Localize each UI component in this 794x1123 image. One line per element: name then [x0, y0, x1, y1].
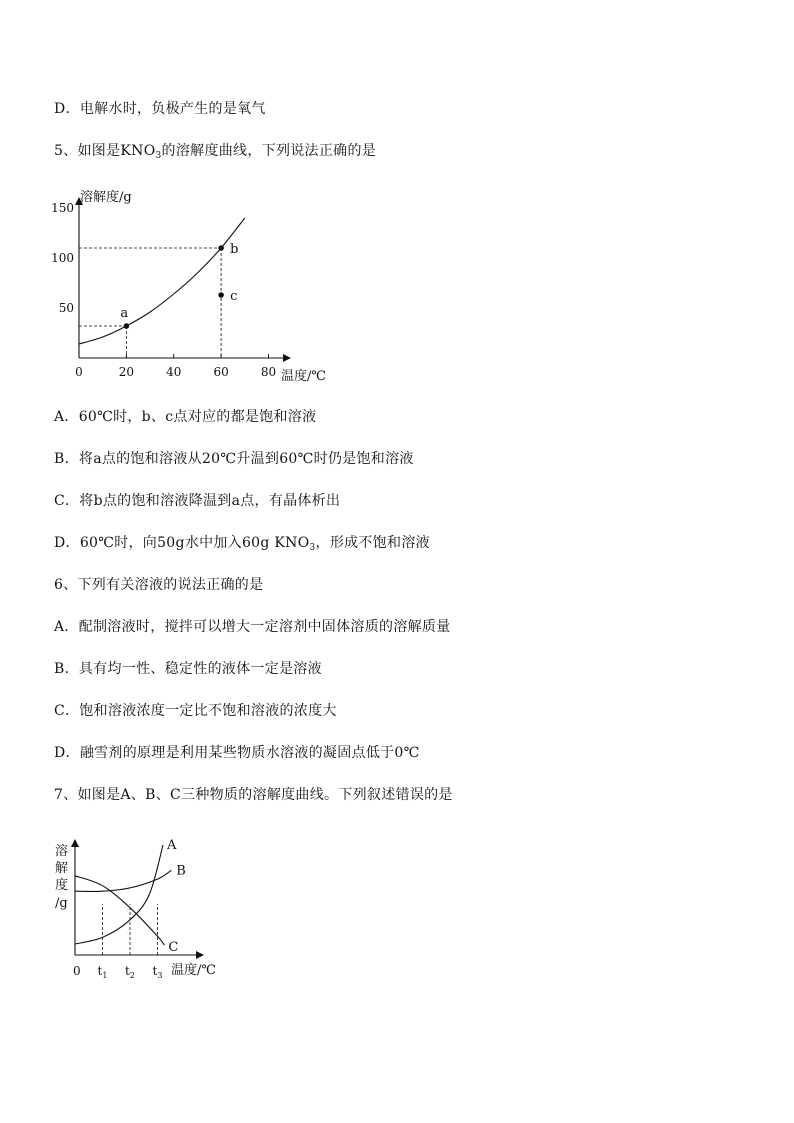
curve-label-C: C — [168, 940, 179, 956]
y-axis-label: 溶解度/g — [80, 190, 132, 205]
curve-label-B: B — [176, 863, 186, 879]
kno3-curve — [79, 218, 245, 344]
point-label-b: b — [230, 242, 239, 257]
q6-option-d: D．融雪剂的原理是利用某些物质水溶液的凝固点低于0℃ — [54, 745, 420, 761]
curve-C — [75, 876, 164, 945]
q6-option-a: A．配制溶液时，搅拌可以增大一定溶剂中固体溶质的溶解质量 — [54, 619, 451, 635]
q7-stem: 7、如图是A、B、C三种物质的溶解度曲线。下列叙述错误的是 — [54, 787, 453, 803]
x-tick-t2: $t_2$ — [125, 964, 135, 980]
q4-option-d: D．电解水时，负极产生的是氧气 — [54, 101, 266, 117]
q5-option-b: B．将a点的饱和溶液从20℃升温到60℃时仍是饱和溶液 — [54, 451, 414, 467]
x-tick-t1: $t_1$ — [97, 964, 108, 980]
q5-option-d-sub: 3 — [309, 543, 316, 553]
y-label-char-1: 溶 — [55, 844, 69, 859]
q5-stem — [54, 142, 376, 165]
point-c — [218, 292, 224, 298]
y-tick-label: 50 — [58, 301, 74, 315]
x-tick-t3: $t_3$ — [152, 964, 163, 980]
point-a — [124, 323, 130, 329]
point-b — [218, 245, 224, 251]
q5-option-d — [54, 534, 430, 557]
x-tick-label: 80 — [260, 365, 277, 379]
origin-label: 0 — [73, 964, 81, 978]
x-tick-label: 40 — [166, 365, 182, 379]
x-tick-label: 60 — [213, 365, 229, 379]
kno3-solubility-chart — [50, 180, 350, 390]
y-label-char-2: 解 — [55, 861, 69, 876]
q5-option-a: A．60℃时，b、c点对应的都是饱和溶液 — [54, 409, 317, 425]
q6-option-b: B．具有均一性、稳定性的液体一定是溶液 — [54, 661, 322, 677]
point-label-c: c — [230, 289, 238, 304]
x-tick-label: 20 — [118, 365, 135, 379]
q6-option-c: C．饱和溶液浓度一定比不饱和溶液的浓度大 — [54, 703, 337, 719]
y-tick-label: 100 — [51, 251, 74, 265]
point-label-a: a — [120, 306, 129, 321]
y-tick-label: 150 — [51, 201, 74, 215]
x-axis-label: 温度/℃ — [281, 369, 326, 384]
y-label-char-3: 度 — [55, 878, 69, 893]
q5-option-d-post: ，形成不饱和溶液 — [315, 535, 430, 551]
q5-stem-post: 的溶解度曲线，下列说法正确的是 — [161, 143, 377, 159]
q5-formula: KNO — [120, 143, 156, 159]
abc-solubility-chart — [50, 834, 230, 986]
q5-option-c: C．将b点的饱和溶液降温到a点，有晶体析出 — [54, 493, 341, 509]
x-tick-label: 0 — [75, 365, 83, 379]
x-axis-label: 温度/℃ — [171, 963, 216, 978]
q6-stem: 6、下列有关溶液的说法正确的是 — [54, 577, 264, 593]
curve-label-A: A — [167, 838, 177, 853]
y-label-char-4: /g — [55, 896, 68, 911]
q5-option-d-pre: D．60℃时，向50g水中加入60g KNO — [54, 535, 310, 551]
q5-formula-sub: 3 — [155, 151, 162, 161]
curve-A — [75, 845, 163, 944]
curve-B — [75, 870, 171, 891]
q5-stem-pre: 5、如图是 — [54, 143, 121, 159]
